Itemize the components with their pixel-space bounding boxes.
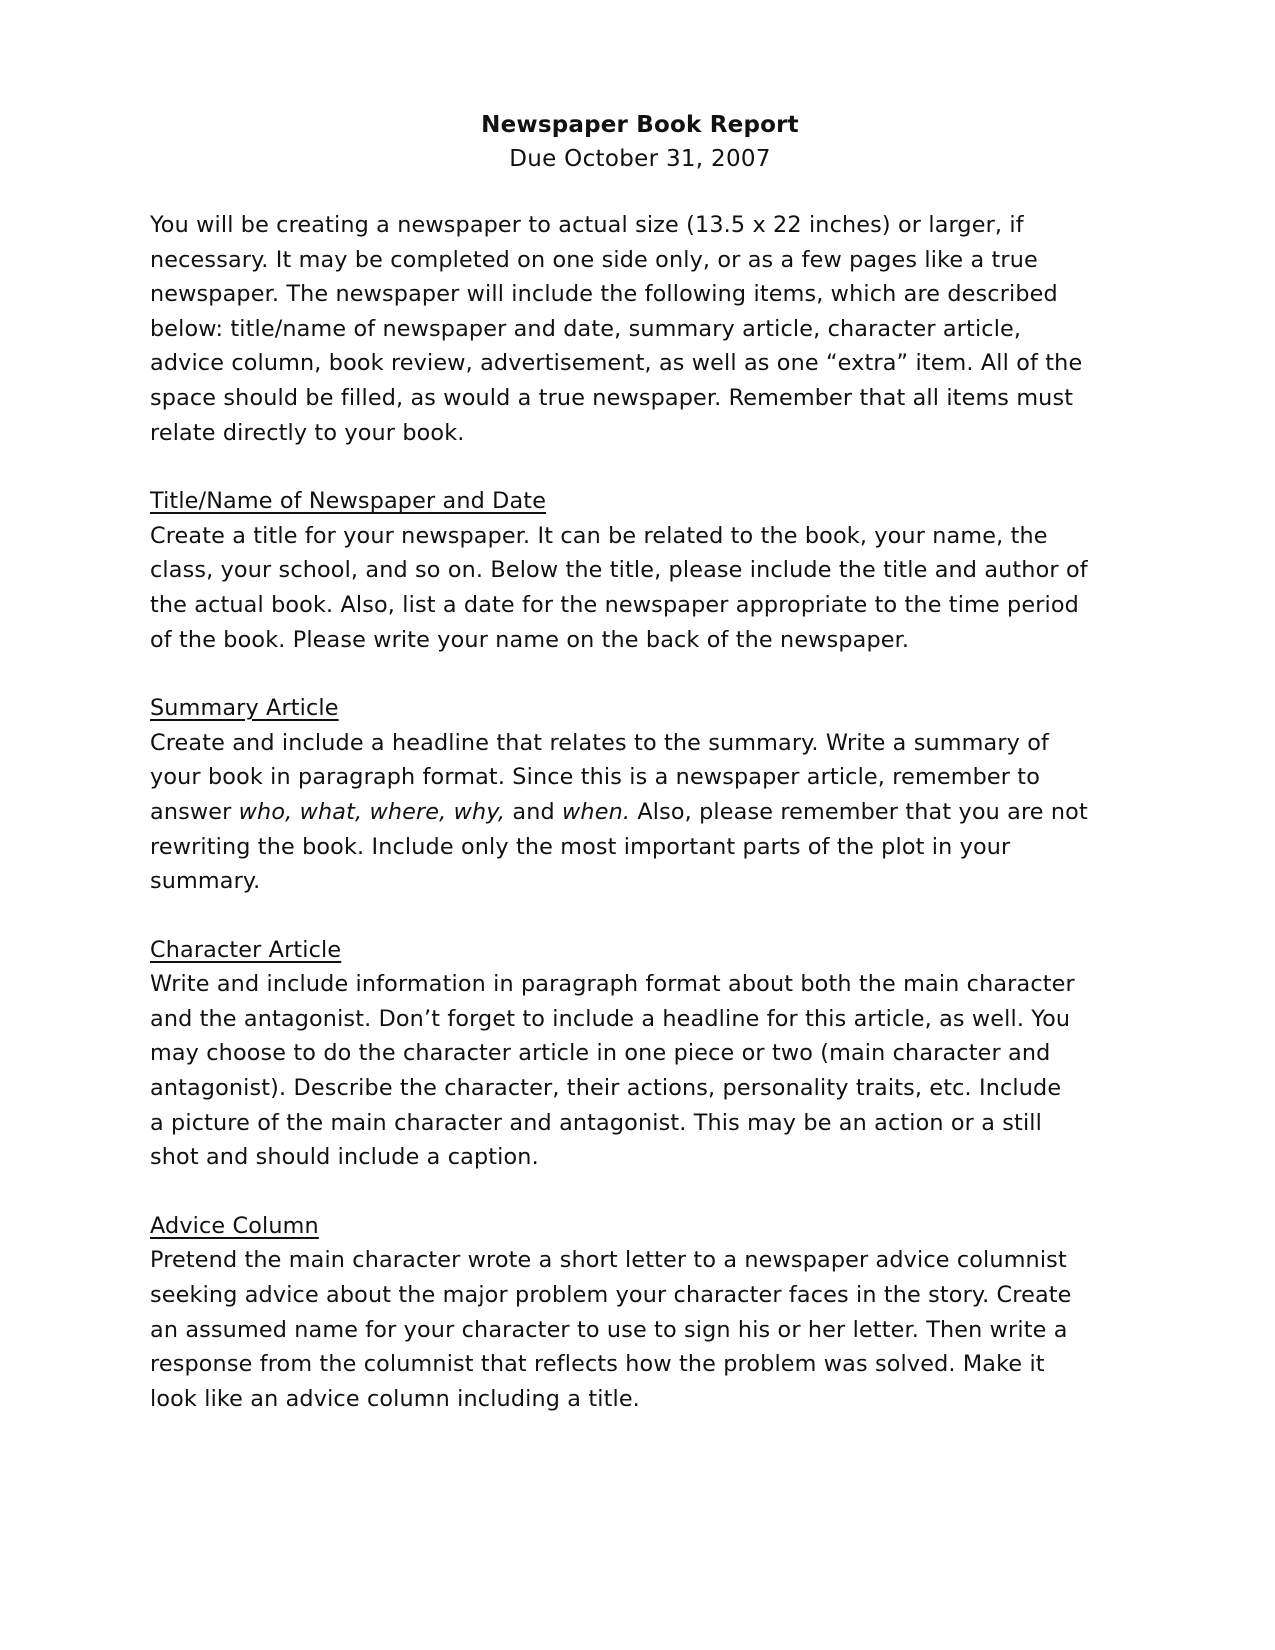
- section-character-article: [150, 933, 1130, 1175]
- intro-line: You will be creating a newspaper to actual size (13.5 x 22 inches) or larger, if: [150, 212, 1024, 238]
- body-line: the actual book. Also, list a date for the newspaper appropriate to the time period: [150, 591, 1079, 618]
- body-line: seeking advice about the major problem your character faces in the story. Create: [150, 1282, 1072, 1309]
- text-run: answer: [150, 798, 239, 825]
- section-heading: Summary Article: [150, 695, 339, 722]
- document-header: [150, 108, 1130, 176]
- body-line: Create and include a headline that relates to the summary. Write a summary of: [150, 729, 1050, 756]
- section-title-name: [150, 484, 1130, 657]
- intro-line: relate directly to your book.: [150, 419, 465, 446]
- document-page: [150, 108, 1130, 1416]
- section-summary-article: [150, 691, 1130, 899]
- intro-line: newspaper. The newspaper will include the following items, which are described: [150, 281, 1058, 308]
- body-line: Pretend the main character wrote a short letter to a newspaper advice columnist: [150, 1247, 1067, 1274]
- body-line: a picture of the main character and antagonist. This may be an action or a still: [150, 1109, 1042, 1136]
- section-heading: Title/Name of Newspaper and Date: [150, 488, 547, 515]
- section-body: [150, 1243, 1130, 1416]
- body-line: Write and include information in paragraph format about both the main character: [150, 971, 1075, 998]
- due-date: Due October 31, 2007: [509, 146, 771, 172]
- document-title: Newspaper Book Report: [481, 112, 799, 138]
- intro-paragraph: [150, 208, 1130, 450]
- italic-text: who, what, where, why,: [238, 798, 506, 825]
- body-line: summary.: [150, 868, 261, 895]
- body-line: of the book. Please write your name on the back of the newspaper.: [150, 626, 910, 653]
- body-line: response from the columnist that reflects how the problem was solved. Make it: [150, 1351, 1045, 1378]
- body-line-with-italics: [150, 795, 1130, 830]
- section-heading: Character Article: [150, 936, 342, 963]
- intro-line: necessary. It may be completed on one side only, or as a few pages like a true: [150, 246, 1038, 273]
- intro-line: below: title/name of newspaper and date, summary article, character article,: [150, 315, 1022, 342]
- section-advice-column: [150, 1209, 1130, 1417]
- body-line: your book in paragraph format. Since this is a newspaper article, remember to: [150, 764, 1040, 791]
- body-line: look like an advice column including a title.: [150, 1385, 640, 1412]
- section-body: [150, 726, 1130, 899]
- section-body: [150, 519, 1130, 657]
- text-run: and: [505, 798, 563, 825]
- italic-text: when.: [562, 798, 631, 825]
- body-line: Create a title for your newspaper. It can be related to the book, your name, the: [150, 522, 1048, 549]
- body-line: class, your school, and so on. Below the title, please include the title and author of: [150, 557, 1088, 584]
- body-line: and the antagonist. Don’t forget to include a headline for this article, as well. You: [150, 1005, 1071, 1032]
- body-line: an assumed name for your character to use to sign his or her letter. Then write a: [150, 1316, 1068, 1343]
- body-line: antagonist). Describe the character, their actions, personality traits, etc. Include: [150, 1075, 1062, 1102]
- body-line: rewriting the book. Include only the most important parts of the plot in your: [150, 833, 1011, 860]
- intro-line: space should be filled, as would a true newspaper. Remember that all items must: [150, 384, 1074, 411]
- text-run: Also, please remember that you are not: [630, 798, 1088, 825]
- intro-line: advice column, book review, advertisement, as well as one “extra” item. All of the: [150, 350, 1083, 377]
- section-body: [150, 967, 1130, 1175]
- body-line: may choose to do the character article in one piece or two (main character and: [150, 1040, 1051, 1067]
- section-heading: Advice Column: [150, 1212, 319, 1239]
- body-line: shot and should include a caption.: [150, 1144, 539, 1171]
